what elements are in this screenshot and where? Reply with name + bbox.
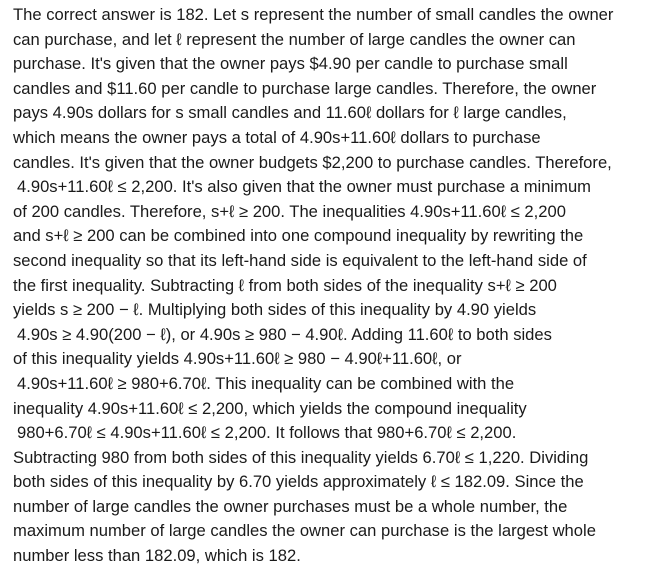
explanation-line: maximum number of large candles the owner can purchase is the largest whole xyxy=(13,521,596,541)
explanation-line: inequality 4.90s+11.60ℓ ≤ 2,200, which yields the compound inequality xyxy=(13,398,527,418)
explanation-line: candles. It's given that the owner budgets $2,200 to purchase candles. Therefore, xyxy=(13,152,612,172)
explanation-line: of this inequality yields 4.90s+11.60ℓ ≥ 980 − 4.90ℓ+11.60ℓ, or xyxy=(13,349,462,369)
explanation-line: Subtracting 980 from both sides of this inequality yields 6.70ℓ ≤ 1,220. Dividing xyxy=(13,447,589,467)
explanation-line: second inequality so that its left-hand side is equivalent to the left-hand side of xyxy=(13,250,587,270)
explanation-line: The correct answer is 182. Let s represent the number of small candles the owner xyxy=(13,5,614,24)
explanation-line: yields s ≥ 200 − ℓ. Multiplying both sides of this inequality by 4.90 yields xyxy=(13,300,537,320)
explanation-line: can purchase, and let ℓ represent the number of large candles the owner can xyxy=(13,29,576,49)
explanation-line: purchase. It's given that the owner pays $4.90 per candle to purchase small xyxy=(13,54,568,74)
explanation-line: and s+ℓ ≥ 200 can be combined into one compound inequality by rewriting the xyxy=(13,226,584,246)
explanation-line: pays 4.90s dollars for s small candles and 11.60ℓ dollars for ℓ large candles, xyxy=(13,103,567,123)
explanation-line: both sides of this inequality by 6.70 yields approximately ℓ ≤ 182.09. Since the xyxy=(13,472,584,492)
explanation-line: of 200 candles. Therefore, s+ℓ ≥ 200. The inequalities 4.90s+11.60ℓ ≤ 2,200 xyxy=(13,201,566,221)
explanation-line: 4.90s+11.60ℓ ≤ 2,200. It's also given that the owner must purchase a minimum xyxy=(17,177,591,197)
explanation-line: number of large candles the owner purchases must be a whole number, the xyxy=(13,496,568,516)
explanation-line: 4.90s ≥ 4.90(200 − ℓ), or 4.90s ≥ 980 − 4.90ℓ. Adding 11.60ℓ to both sides xyxy=(17,324,552,344)
explanation-line: the first inequality. Subtracting ℓ from both sides of the inequality s+ℓ ≥ 200 xyxy=(13,275,557,295)
explanation-line: number less than 182.09, which is 182. xyxy=(13,546,301,566)
explanation-line: which means the owner pays a total of 4.90s+11.60ℓ dollars to purchase xyxy=(13,127,541,147)
explanation-line: 4.90s+11.60ℓ ≥ 980+6.70ℓ. This inequality can be combined with the xyxy=(17,373,515,393)
explanation-line: candles and $11.60 per candle to purchase large candles. Therefore, the owner xyxy=(13,78,597,98)
explanation-line: 980+6.70ℓ ≤ 4.90s+11.60ℓ ≤ 2,200. It follows that 980+6.70ℓ ≤ 2,200. xyxy=(17,423,517,443)
